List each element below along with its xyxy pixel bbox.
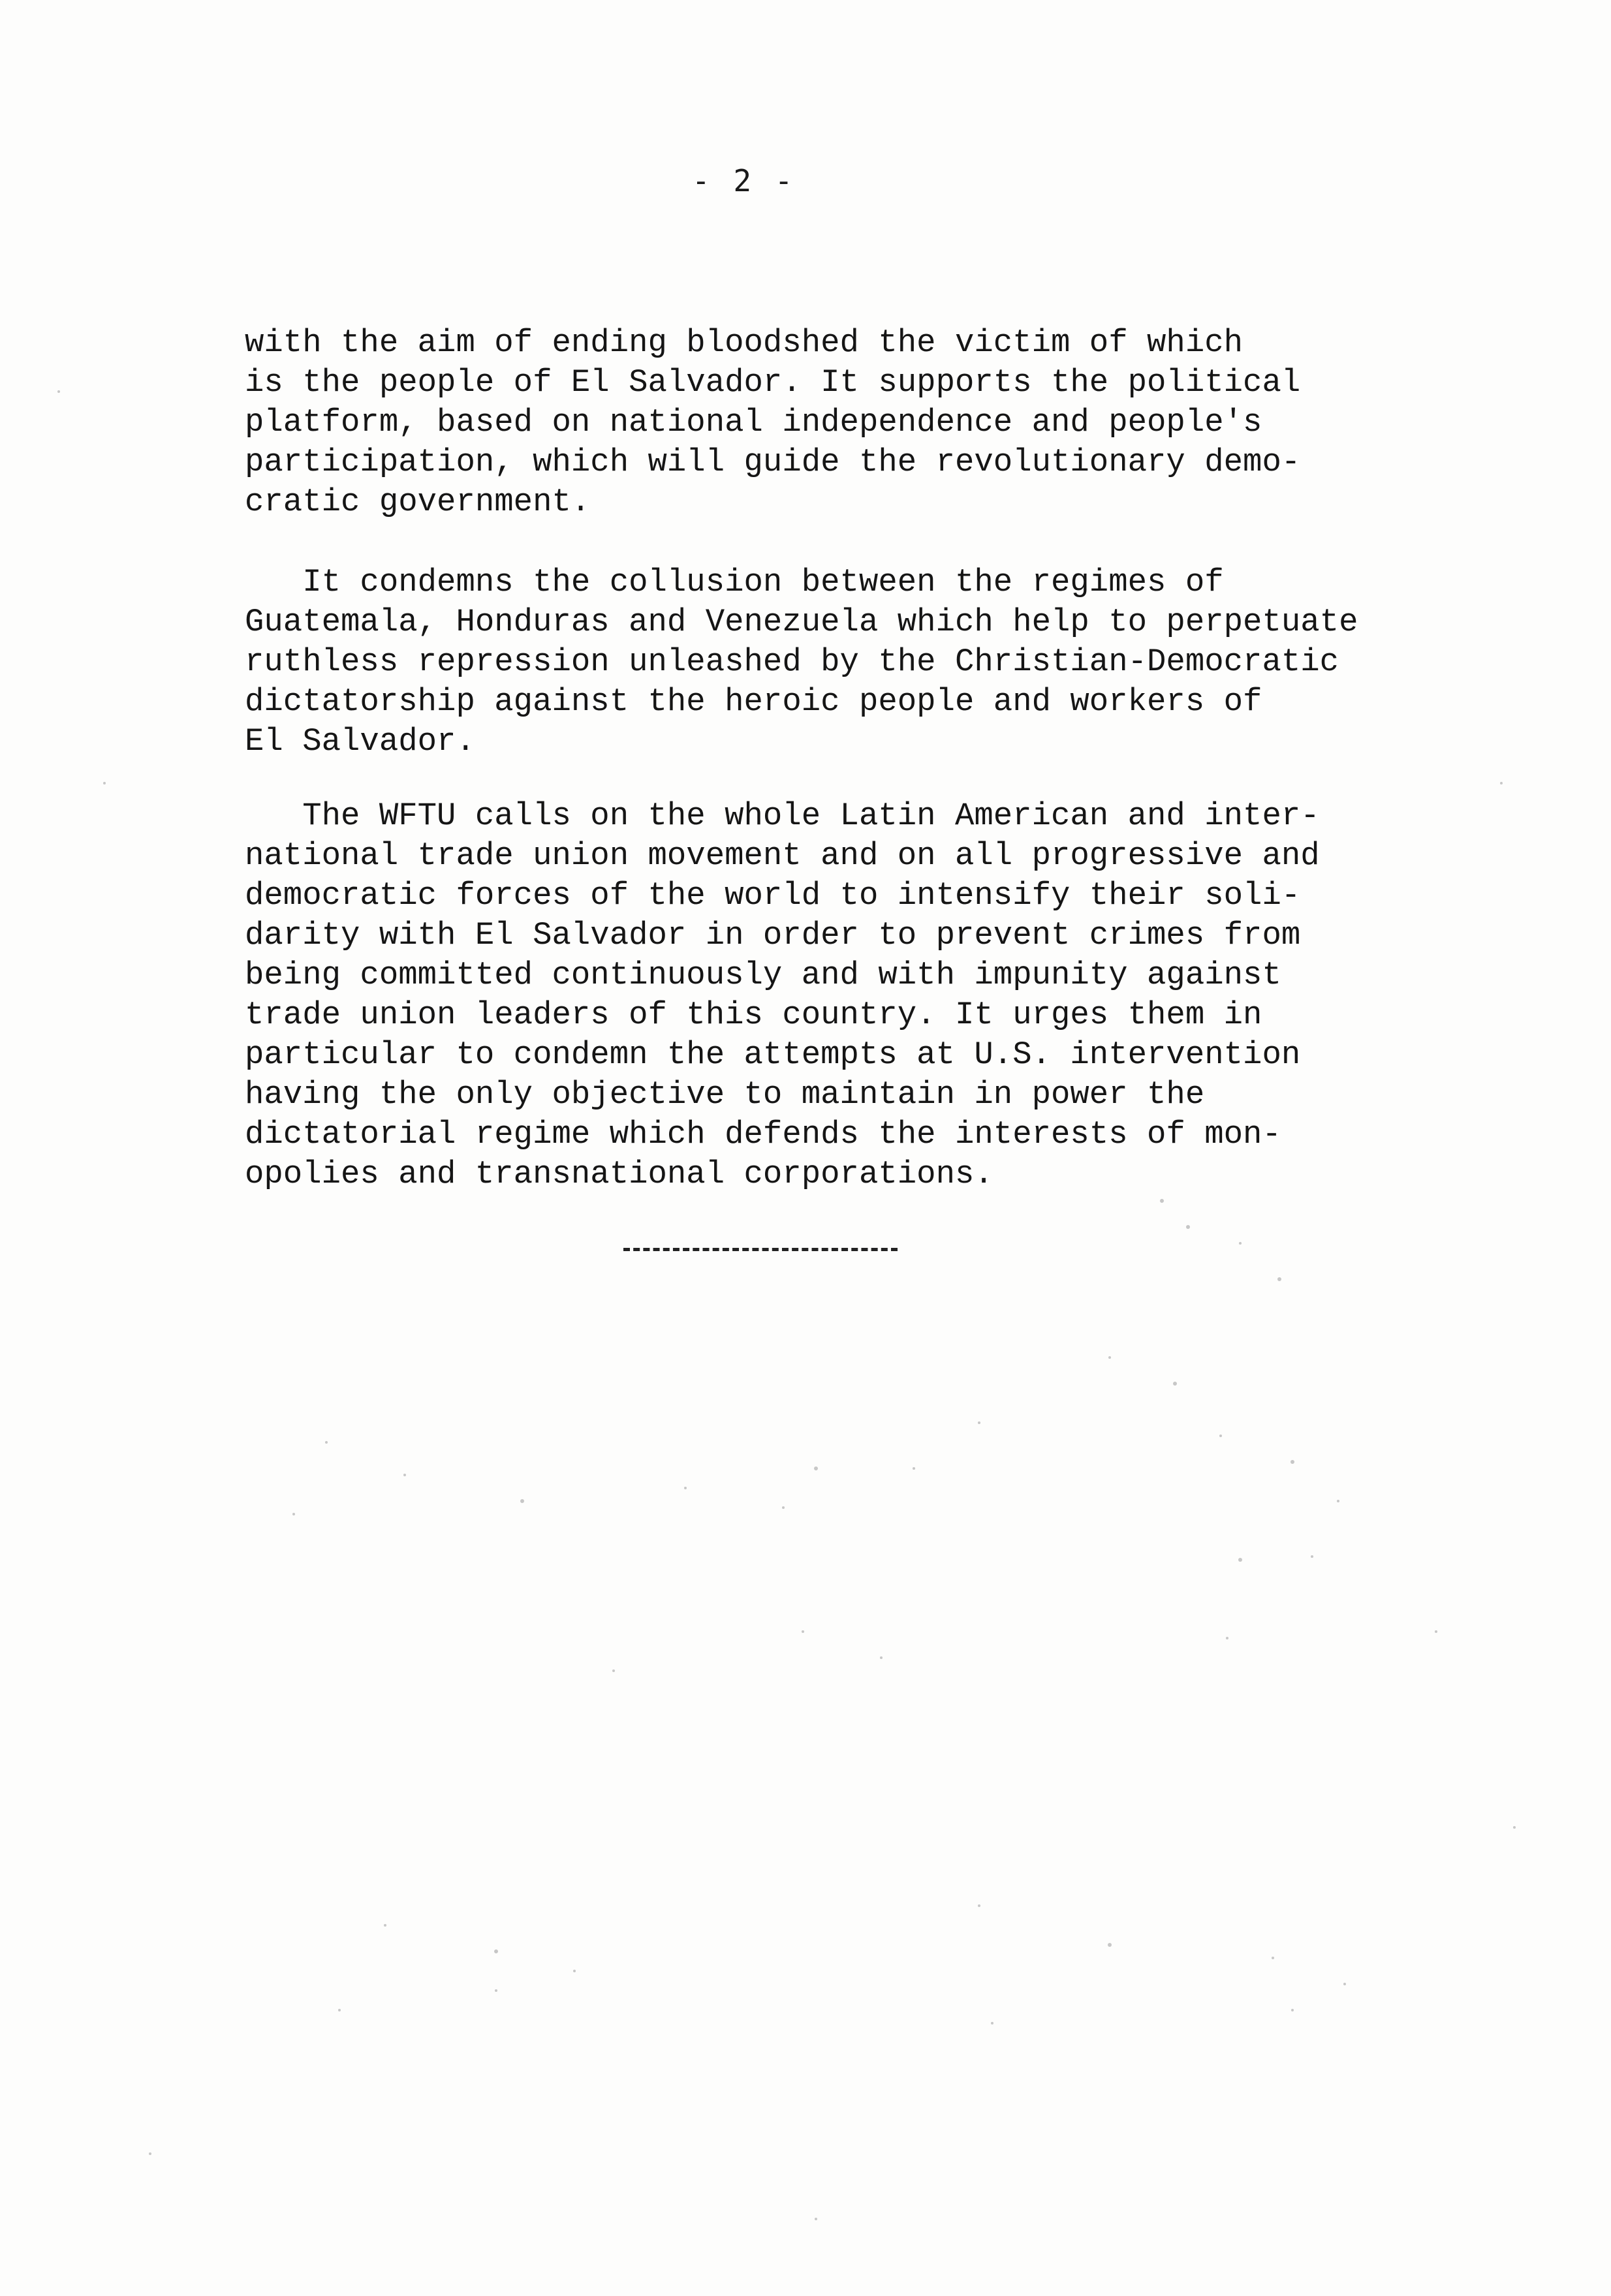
closing-rule: [623, 1248, 898, 1251]
text-line: It condemns the collusion between the regimes of: [245, 564, 1224, 600]
text-line: dictatorship against the heroic people and workers of: [245, 683, 1262, 720]
text-line: platform, based on national independence and people's: [245, 404, 1262, 441]
text-line: El Salvador.: [245, 723, 475, 760]
text-line: with the aim of ending bloodshed the victim of which: [245, 324, 1243, 361]
page-number: - 2 -: [692, 163, 796, 198]
paragraph-1: [245, 323, 1300, 522]
text-line: trade union leaders of this country. It urges them in: [245, 997, 1262, 1033]
text-line: Guatemala, Honduras and Venezuela which help to perpetuate: [245, 604, 1358, 640]
text-line: being committed continuously and with impunity against: [245, 957, 1281, 993]
text-line: ruthless repression unleashed by the Christian-Democratic: [245, 644, 1339, 680]
text-line: opolies and transnational corporations.: [245, 1156, 993, 1192]
text-line: national trade union movement and on all progressive and: [245, 837, 1320, 874]
text-line: cratic government.: [245, 484, 591, 520]
text-line: participation, which will guide the revolutionary demo-: [245, 444, 1301, 480]
text-line: particular to condemn the attempts at U.S. intervention: [245, 1036, 1301, 1073]
text-line: is the people of El Salvador. It supports the political: [245, 364, 1301, 401]
text-line: The WFTU calls on the whole Latin American and inter-: [245, 798, 1320, 834]
text-line: dictatorial regime which defends the interests of mon-: [245, 1116, 1281, 1153]
paragraph-3: [245, 796, 1320, 1194]
paragraph-2: [245, 563, 1358, 762]
text-line: having the only objective to maintain in power the: [245, 1076, 1205, 1113]
text-line: darity with El Salvador in order to prevent crimes from: [245, 917, 1301, 954]
text-line: democratic forces of the world to intensify their soli-: [245, 877, 1301, 914]
